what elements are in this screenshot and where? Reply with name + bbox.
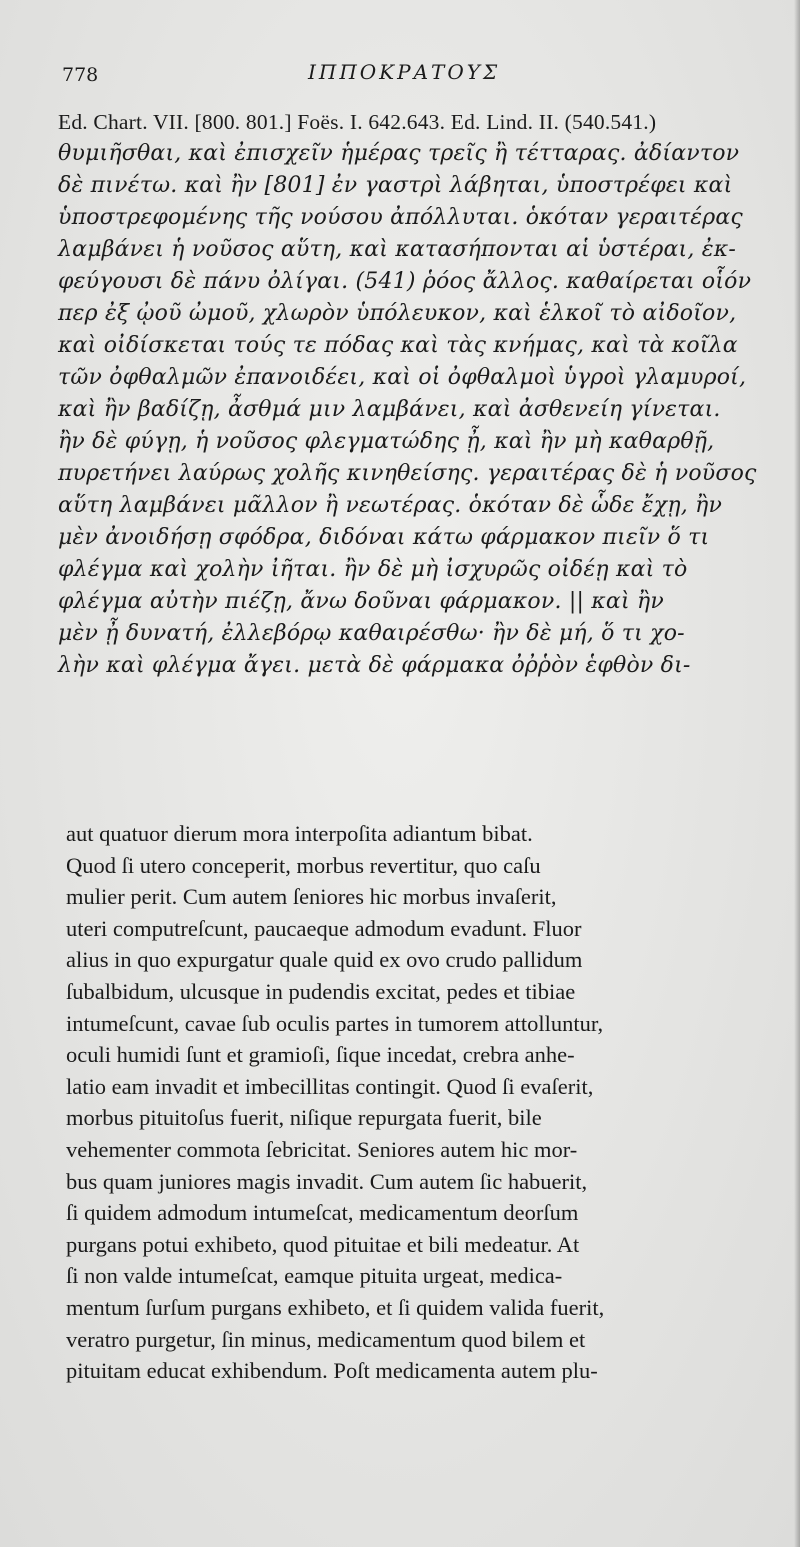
latin-line: purgans potui exhibeto, quod pituitae et bili medeatur. At [66,1231,580,1257]
greek-line: ἢν δὲ φύγῃ, ἡ νοῦσος φλεγματώδης ᾖ, καὶ ἢν μὴ καθαρθῇ, [58,429,715,454]
greek-line: πυρετήνει λαύρως χολῆς κινηθείσης. γεραιτέρας δὲ ἡ νοῦσος [58,461,757,486]
page-number: 778 [62,64,99,86]
latin-line: veratro purgetur, ſin minus, medicamentum quod bilem et [66,1326,586,1352]
latin-line: oculi humidi ſunt et gramioſi, ſique incedat, crebra anhe- [66,1042,575,1068]
latin-line: ſi non valde intumeſcat, eamque pituita urgeat, medica- [66,1263,563,1289]
latin-translation-block [66,818,766,1387]
latin-line: latio eam invadit et imbecillitas contingit. Quod ſi evaſerit, [66,1073,594,1099]
greek-line: φλέγμα αὐτὴν πιέζῃ, ἄνω δοῦναι φάρμακον. || καὶ ἢν [58,589,664,614]
greek-line: μὲν ἀνοιδήσῃ σφόδρα, διδόναι κάτω φάρμακον πιεῖν ὅ τι [58,525,710,550]
page-edge-shadow [794,0,800,1547]
latin-line: ſubalbidum, ulcusque in pudendis excitat, pedes et tibiae [66,978,576,1004]
greek-line: λὴν καὶ φλέγμα ἄγει. μετὰ δὲ φάρμακα ὀῤῥὸν ἑφθὸν δι- [58,653,691,678]
greek-line: αὕτη λαμβάνει μᾶλλον ἢ νεωτέρας. ὁκόταν δὲ ὧδε ἔχῃ, ἢν [58,493,723,518]
running-head [62,60,762,90]
greek-line: καὶ οἰδίσκεται τούς τε πόδας καὶ τὰς κνήμας, καὶ τὰ κοῖλα [58,333,738,358]
greek-line: φλέγμα καὶ χολὴν ἰῆται. ἢν δὲ μὴ ἰσχυρῶς οἰδέῃ καὶ τὸ [58,557,688,582]
greek-text-block [58,106,768,682]
latin-line: Quod ſi utero conceperit, morbus revertitur, quo caſu [66,852,541,878]
greek-line: δὲ πινέτω. καὶ ἢν [801] ἐν γαστρὶ λάβηται, ὑποστρέφει καὶ [58,173,733,198]
greek-line: ὑποστρεφομένης τῆς νούσου ἀπόλλυται. ὁκόταν γεραιτέρας [58,205,743,230]
latin-line: ſi quidem admodum intumeſcat, medicamentum deorſum [66,1200,579,1226]
latin-line: mulier perit. Cum autem ſeniores hic morbus invaſerit, [66,884,557,910]
latin-line: intumeſcunt, cavae ſub oculis partes in tumorem attolluntur, [66,1010,604,1036]
greek-line: τῶν ὀφθαλμῶν ἐπανοιδέει, καὶ οἱ ὀφθαλμοὶ ὑγροὶ γλαμυροί, [58,365,747,390]
greek-line: λαμβάνει ἡ νοῦσος αὕτη, καὶ κατασήπονται αἱ ὑστέραι, ἐκ- [58,237,737,262]
edition-reference-line: Ed. Chart. VII. [800. 801.] Foës. I. 642.643. Ed. Lind. II. (540.541.) [58,110,657,134]
latin-line: aut quatuor dierum mora interpoſita adiantum bibat. [66,821,533,846]
running-title: ΙΠΠΟΚΡΑΤΟΥΣ [308,60,501,84]
latin-line: mentum ſurſum purgans exhibeto, et ſi quidem valida fuerit, [66,1294,605,1320]
greek-line: καὶ ἢν βαδίζῃ, ἆσθμά μιν λαμβάνει, καὶ ἀσθενείη γίνεται. [58,397,721,422]
latin-line: morbus pituitoſus fuerit, niſique repurgata fuerit, bile [66,1105,542,1131]
greek-line: θυμιῆσθαι, καὶ ἐπισχεῖν ἡμέρας τρεῖς ἢ τέτταρας. ἀδίαντον [58,141,740,166]
latin-line: uteri computreſcunt, paucaeque admodum evadunt. Fluor [66,915,582,941]
greek-line: περ ἐξ ᾠοῦ ὠμοῦ, χλωρὸν ὑπόλευκον, καὶ ἑλκοῖ τὸ αἰδοῖον, [58,301,737,326]
latin-line: alius in quo expurgatur quale quid ex ovo crudo pallidum [66,947,583,973]
greek-line: φεύγουσι δὲ πάνυ ὀλίγαι. (541) ῥόος ἄλλος. καθαίρεται οἷόν [58,269,752,294]
latin-line: pituitam educat exhibendum. Poſt medicamenta autem plu- [66,1358,598,1384]
latin-line: bus quam juniores magis invadit. Cum autem ſic habuerit, [66,1168,588,1194]
greek-line: μὲν ᾖ δυνατή, ἐλλεβόρῳ καθαιρέσθω· ἢν δὲ μή, ὅ τι χο- [58,621,685,646]
latin-line: vehementer commota ſebricitat. Seniores autem hic mor- [66,1136,578,1162]
